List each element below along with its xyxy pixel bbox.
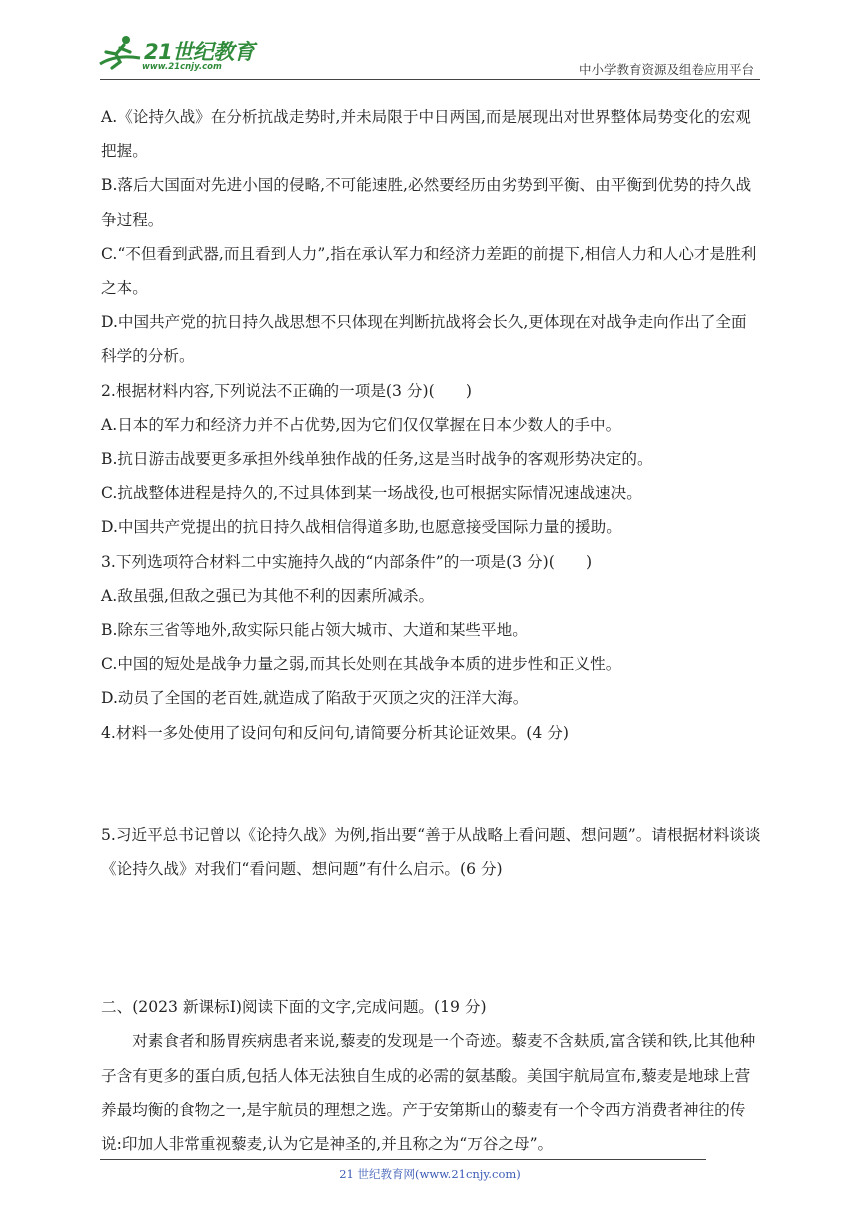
- page-header: [0, 0, 860, 84]
- option-1b: B.落后大国面对先进小国的侵略,不可能速胜,必然要经历由劣势到平衡、由平衡到优势的持久战争过程。: [101, 176, 752, 229]
- logo-url: www.21cnjy.com: [142, 62, 222, 72]
- logo-text: 21世纪教育: [144, 40, 255, 64]
- option-2a: A.日本的军力和经济力并不占优势,因为它们仅仅掌握在日本少数人的手中。: [101, 415, 622, 434]
- option-3b: B.除东三省等地外,敌实际只能占领大城市、大道和某些平地。: [101, 621, 528, 640]
- option-3c: C.中国的短处是战争力量之弱,而其长处则在其战争本质的进步性和正义性。: [101, 655, 622, 674]
- footer-divider: [100, 1159, 706, 1160]
- passage-paragraph: 对素食者和肠胃疾病患者来说,藜麦的发现是一个奇迹。藜麦不含麸质,富含镁和铁,比其他种子含有更多的蛋白质,包括人体无法独自生成的必需的氨基酸。美国宇航局宣布,藜麦是地球上营养最均衡的食物之一,是宇航员的理想之选。产于安第斯山的藜麦有一个令西方消费者神往的传说:印加人非常重视藜麦,认为它是神圣的,并且称之为“万谷之母”。: [101, 1032, 756, 1154]
- answer-space-5: [101, 886, 761, 990]
- option-1a: A.《论持久战》在分析抗战走势时,并未局限于中日两国,而是展现出对世界整体局势变化的宏观把握。: [101, 108, 751, 161]
- option-3d: D.动员了全国的老百姓,就造成了陷敌于灭顶之灾的汪洋大海。: [101, 689, 529, 708]
- question-4: 4.材料一多处使用了设问句和反问句,请简要分析其论证效果。(4 分): [101, 723, 569, 742]
- runner-logo-icon: [96, 34, 144, 74]
- platform-name: 中小学教育资源及组卷应用平台: [578, 62, 754, 77]
- header-divider: [100, 79, 760, 80]
- answer-space-4: [101, 750, 761, 818]
- question-5: 5.习近平总书记曾以《论持久战》为例,指出要“善于从战略上看问题、想问题”。请根据材料谈谈《论持久战》对我们“看问题、想问题”有什么启示。(6 分): [101, 825, 761, 879]
- option-1d: D.中国共产党的抗日持久战思想不只体现在判断抗战将会长久,更体现在对战争走向作出了全面科学的分析。: [101, 313, 747, 366]
- document-body: [101, 100, 761, 1161]
- option-1c: C.“不但看到武器,而且看到人力”,指在承认军力和经济力差距的前提下,相信人力和人心才是胜利之本。: [101, 244, 757, 298]
- option-2d: D.中国共产党提出的抗日持久战相信得道多助,也愿意接受国际力量的援助。: [101, 518, 622, 537]
- page-footer[interactable]: 21 世纪教育网(www.21cnjy.com): [339, 1167, 521, 1181]
- option-2b: B.抗日游击战要更多承担外线单独作战的任务,这是当时战争的客观形势决定的。: [101, 450, 653, 469]
- section-2-heading: 二、(2023 新课标Ⅰ)阅读下面的文字,完成问题。(19 分): [101, 998, 487, 1017]
- site-logo[interactable]: [96, 34, 266, 78]
- option-3a: A.敌虽强,但敌之强已为其他不利的因素所减杀。: [101, 586, 435, 605]
- question-3: 3.下列选项符合材料二中实施持久战的“内部条件”的一项是(3 分)( ): [101, 552, 593, 571]
- question-2: 2.根据材料内容,下列说法不正确的一项是(3 分)( ): [101, 381, 472, 400]
- option-2c: C.抗战整体进程是持久的,不过具体到某一场战役,也可根据实际情况速战速决。: [101, 484, 642, 503]
